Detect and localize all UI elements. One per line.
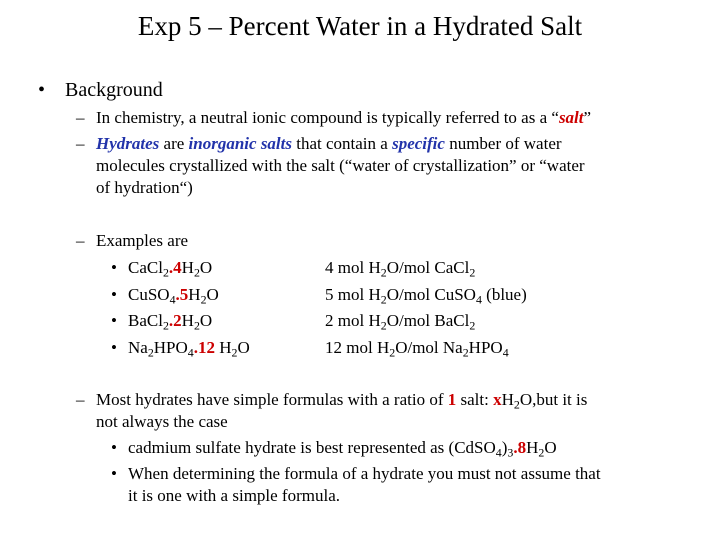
ratio-one: 1	[447, 390, 457, 409]
formula-dot: .	[175, 285, 180, 304]
desc-part: O/mol CaCl	[386, 258, 470, 277]
formula-base: BaCl	[128, 311, 163, 330]
example-cuso4	[128, 284, 219, 306]
determine-line2: it is one with a simple formula.	[128, 486, 340, 505]
desc-sub: 4	[502, 345, 509, 360]
formula-dot: .	[168, 311, 174, 330]
water-count: 2	[173, 311, 182, 330]
desc-sub: 2	[380, 318, 387, 333]
desc-part: O/mol Na	[395, 338, 463, 357]
determine-line1: When determining the formula of a hydrate you must not assume that	[128, 464, 601, 483]
desc-sub: 2	[380, 265, 387, 280]
item-ionic-text: In chemistry, a neutral ionic compound is typically referred to as a “	[96, 108, 559, 127]
item-hydrates-line3: of hydration“)	[96, 178, 193, 197]
formula-h: H	[215, 338, 232, 357]
water-count: 5	[179, 285, 189, 304]
specific-word: specific	[392, 134, 445, 153]
dot-bullet: •	[111, 285, 117, 304]
formula-sub: 2	[193, 265, 200, 280]
formula-h: H	[181, 258, 194, 277]
desc-sub: 2	[380, 292, 387, 307]
cadmium-sub: 4	[495, 445, 502, 460]
water-count: 12	[198, 338, 215, 357]
ratio-text: salt:	[456, 390, 494, 409]
formula-sub: 2	[193, 318, 200, 333]
hydrates-word: Hydrates	[96, 134, 160, 153]
desc-part: O/mol CuSO	[386, 285, 476, 304]
desc-part: 5 mol H	[325, 285, 381, 304]
heading-background: Background	[65, 79, 163, 101]
formula-sub: 2	[231, 345, 238, 360]
dash-bullet: –	[76, 231, 85, 250]
desc-sub: 2	[469, 318, 476, 333]
item-ionic-compound	[96, 107, 591, 129]
cadmium-paren: )	[501, 438, 508, 457]
formula-sub: 4	[169, 292, 176, 307]
dash-bullet: –	[76, 134, 85, 153]
dot-bullet: •	[111, 338, 117, 357]
item-hydrates-line2: molecules crystallized with the salt (“water of crystallization” or “water	[96, 156, 585, 175]
close-quote: ”	[583, 108, 592, 127]
ratio-line2: not always the case	[96, 412, 228, 431]
desc-sub: 2	[389, 345, 396, 360]
cadmium-n: 8	[517, 438, 527, 457]
slide-title: Exp 5 – Percent Water in a Hydrated Salt	[137, 11, 583, 41]
formula-h: H	[188, 285, 201, 304]
desc-part: O/mol BaCl	[386, 311, 470, 330]
desc-part: (blue)	[481, 285, 527, 304]
formula-sub: 2	[147, 345, 154, 360]
formula-sub: 4	[187, 345, 194, 360]
cadmium-line	[128, 437, 557, 459]
examples-heading: Examples are	[96, 231, 189, 250]
desc-sub: 2	[462, 345, 469, 360]
ratio-sub: 2	[513, 397, 520, 412]
formula-part: Na	[128, 338, 148, 357]
formula-dot: .	[168, 258, 174, 277]
cadmium-text: cadmium sulfate hydrate is best represented as (CdSO	[128, 438, 496, 457]
item-hydrates-line1	[96, 133, 562, 155]
desc-part: 12 mol H	[325, 338, 390, 357]
cadmium-h: H	[526, 438, 539, 457]
cadmium-o: O	[544, 438, 557, 457]
ratio-h: H	[501, 390, 514, 409]
desc-part: 4 mol H	[325, 258, 381, 277]
water-count: 4	[173, 258, 182, 277]
desc-part: HPO	[468, 338, 503, 357]
ratio-text: Most hydrates have simple formulas with a ratio of	[96, 390, 448, 409]
formula-o: O	[199, 258, 213, 277]
example-bacl2-desc	[325, 310, 475, 332]
inorganic-salts-word: inorganic salts	[188, 134, 292, 153]
formula-sub: 2	[200, 292, 207, 307]
salt-word: salt	[558, 108, 584, 127]
example-na2hpo4	[128, 337, 250, 359]
formula-dot: .	[193, 338, 198, 357]
desc-sub: 2	[469, 265, 476, 280]
dot-bullet: •	[111, 438, 117, 457]
water-text: number of water	[444, 134, 562, 153]
example-cacl2-desc	[325, 257, 475, 279]
formula-sub: 2	[162, 265, 169, 280]
formula-part: HPO	[153, 338, 188, 357]
dash-bullet: –	[76, 108, 85, 127]
cadmium-sub: 2	[538, 445, 545, 460]
dash-bullet: –	[76, 390, 85, 409]
example-na2hpo4-desc	[325, 337, 509, 359]
dot-bullet: •	[111, 311, 117, 330]
example-cacl2	[128, 257, 212, 279]
example-cuso4-desc	[325, 284, 527, 306]
are-word: are	[159, 134, 189, 153]
cadmium-sub: 3	[507, 445, 514, 460]
formula-base: CaCl	[128, 258, 163, 277]
ratio-text: O,but it is	[519, 390, 588, 409]
example-bacl2	[128, 310, 212, 332]
desc-part: 2 mol H	[325, 311, 381, 330]
bullet-l1: •	[38, 79, 46, 101]
formula-sub: 2	[162, 318, 169, 333]
formula-o: O	[199, 311, 213, 330]
cadmium-dot: .	[513, 438, 518, 457]
formula-base: CuSO	[128, 285, 170, 304]
ratio-x: x	[493, 390, 502, 409]
dot-bullet: •	[111, 258, 117, 277]
contain-text: that contain a	[292, 134, 393, 153]
desc-sub: 4	[475, 292, 482, 307]
formula-h: H	[181, 311, 194, 330]
dot-bullet: •	[111, 464, 117, 483]
formula-o: O	[206, 285, 219, 304]
ratio-line1	[96, 389, 587, 411]
formula-o: O	[237, 338, 250, 357]
